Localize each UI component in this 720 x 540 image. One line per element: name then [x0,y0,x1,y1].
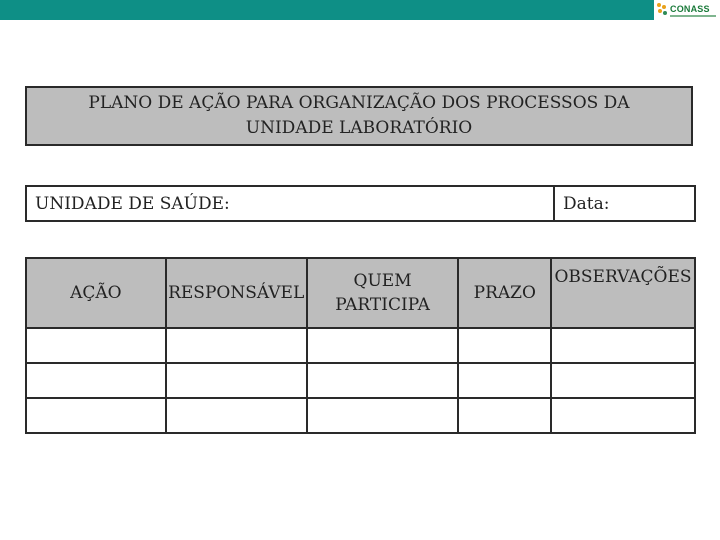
table-cell[interactable] [166,363,307,398]
table-cell[interactable] [26,328,166,363]
logo-tagline-line [670,15,716,17]
conass-logo [654,0,720,21]
table-row [26,328,695,363]
unit-row [25,185,696,222]
unit-field[interactable] [27,187,555,220]
date-field[interactable] [555,187,694,220]
table-header-row [26,258,695,328]
table-cell[interactable] [458,363,551,398]
table-cell[interactable] [307,363,459,398]
table-cell[interactable] [307,328,459,363]
title-box [25,86,693,146]
date-label: Data: [563,193,610,214]
table-row [26,363,695,398]
column-header-observacoes: OBSERVAÇÕES [551,258,695,328]
top-bar [0,0,720,20]
table-cell[interactable] [166,398,307,433]
column-header-prazo: PRAZO [458,258,551,328]
table-cell[interactable] [551,363,695,398]
table-cell[interactable] [307,398,459,433]
table-row [26,398,695,433]
table-cell[interactable] [166,328,307,363]
action-plan-table [25,257,696,434]
table-cell[interactable] [458,398,551,433]
conass-logo-icon [657,3,667,15]
table-cell[interactable] [458,328,551,363]
column-header-responsavel: RESPONSÁVEL [166,258,307,328]
logo-text: CONASS [670,4,710,14]
column-header-acao: AÇÃO [26,258,166,328]
page-title: PLANO DE AÇÃO PARA ORGANIZAÇÃO DOS PROCESSOS DA UNIDADE LABORATÓRIO [88,93,630,138]
table-cell[interactable] [26,363,166,398]
column-header-quem-participa: QUEM PARTICIPA [307,258,459,328]
table-cell[interactable] [26,398,166,433]
unit-label: UNIDADE DE SAÚDE: [35,193,230,214]
table-cell[interactable] [551,398,695,433]
table-cell[interactable] [551,328,695,363]
